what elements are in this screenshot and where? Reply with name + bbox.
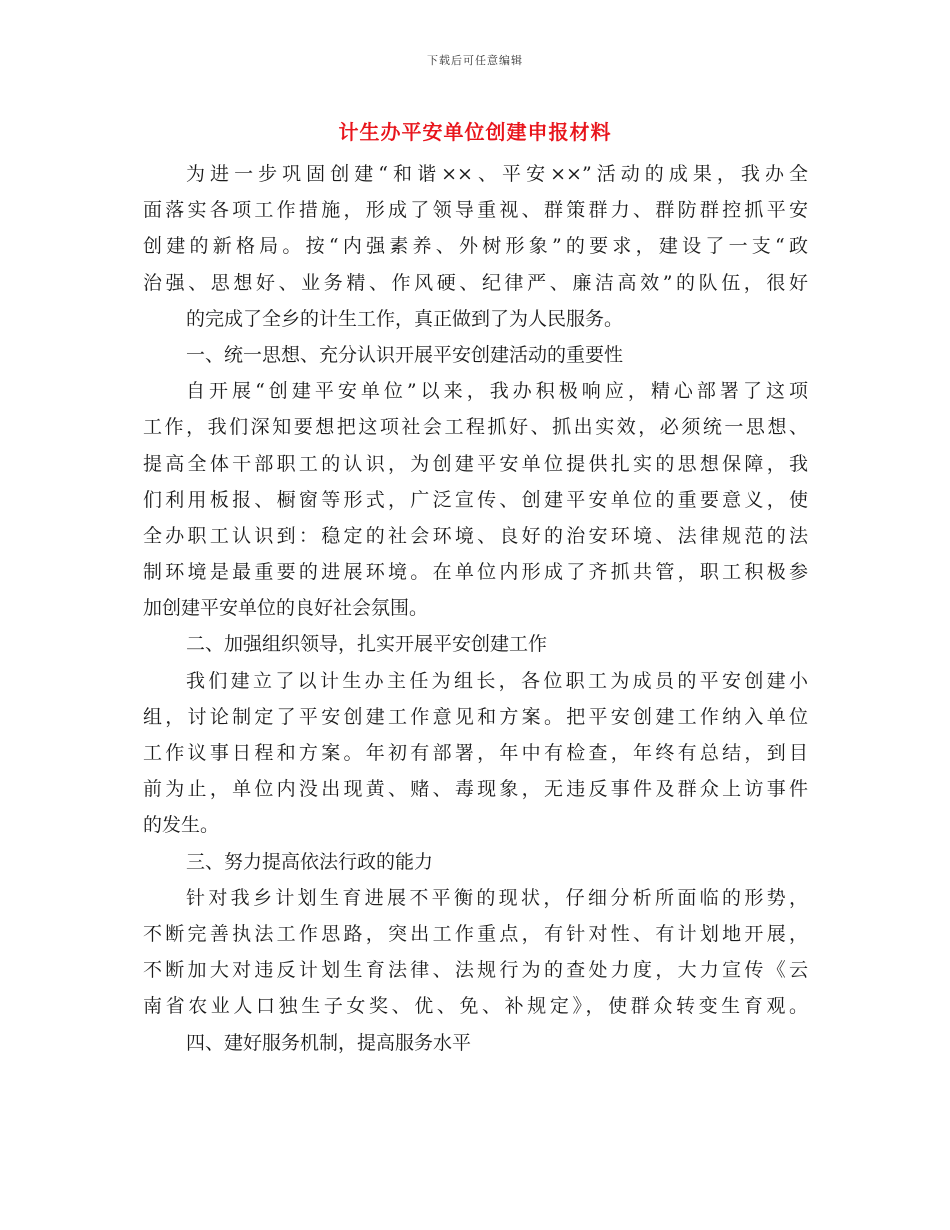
- text-line: 加创建平安单位的良好社会氛围。: [143, 597, 429, 620]
- text-line: 三、努力提高依法行政的能力: [186, 850, 434, 873]
- text-line: 一、统一思想、充分认识开展平安创建活动的重要性: [186, 343, 624, 366]
- text-line: 组，讨论制定了平安创建工作意见和方案。把平安创建工作纳入单位: [143, 705, 808, 728]
- text-line: 针对我乡计划生育进展不平衡的现状，仔细分析所面临的形势，: [186, 886, 808, 909]
- text-line: 不断完善执法工作思路，突出工作重点，有针对性、有计划地开展，: [143, 922, 808, 945]
- text-line: 南省农业人口独生子女奖、优、免、补规定》，使群众转变生育观。: [143, 995, 808, 1018]
- text-line: 创建的新格局。按“内强素养、外树形象”的要求，建设了一支“政: [143, 235, 808, 258]
- text-line: 们利用板报、橱窗等形式，广泛宣传、创建平安单位的重要意义，使: [143, 488, 808, 511]
- text-line: 面落实各项工作措施，形成了领导重视、群策群力、群防群控抓平安: [143, 199, 808, 222]
- text-line: 二、加强组织领导，扎实开展平安创建工作: [186, 633, 548, 656]
- text-line: 前为止，单位内没出现黄、赌、毒现象，无违反事件及群众上访事件: [143, 778, 808, 801]
- page-header: 下载后可任意编辑: [427, 54, 523, 67]
- text-line: 工作议事日程和方案。年初有部署，年中有检查，年终有总结，到目: [143, 742, 808, 764]
- text-line: 自开展“创建平安单位”以来，我办积极响应，精心部署了这项: [186, 380, 808, 403]
- text-line: 为进一步巩固创建“和谐××、平安××”活动的成果，我办全: [186, 163, 808, 185]
- text-line: 我们建立了以计生办主任为组长，各位职工为成员的平安创建小: [186, 669, 808, 692]
- text-line: 提高全体干部职工的认识，为创建平安单位提供扎实的思想保障，我: [143, 452, 808, 475]
- text-line: 制环境是最重要的进展环境。在单位内形成了齐抓共管，职工积极参: [143, 561, 808, 584]
- text-line: 不断加大对违反计划生育法律、法规行为的查处力度，大力宣传《云: [143, 959, 808, 982]
- text-line: 的发生。: [143, 814, 220, 837]
- document-body: [143, 156, 808, 1061]
- text-line: 四、建好服务机制，提高服务水平: [186, 1031, 472, 1054]
- text-line: 的完成了全乡的计生工作，真正做到了为人民服务。: [186, 307, 624, 330]
- document-title: 计生办平安单位创建申报材料: [338, 120, 612, 144]
- text-line: 工作，我们深知要想把这项社会工程抓好、抓出实效，必须统一思想、: [143, 416, 808, 439]
- text-line: 全办职工认识到：稳定的社会环境、良好的治安环境、法律规范的法: [143, 524, 808, 547]
- text-line: 治强、思想好、业务精、作风硬、纪律严、廉洁高效”的队伍，很好: [143, 271, 808, 294]
